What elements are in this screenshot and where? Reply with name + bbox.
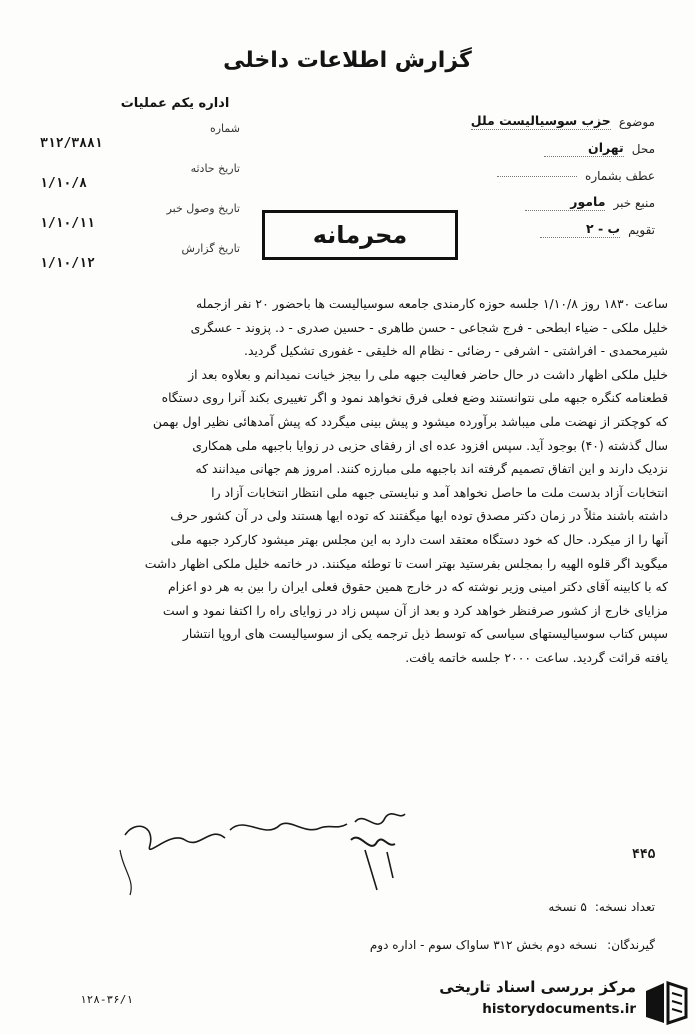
recipients-label: گیرندگان: [607, 938, 655, 952]
body-line: خلیل ملکی - ضیاء ابطحی - فرج شجاعی - حسن طاهری - حسین صدری - د. پزوند - عسگری [190, 319, 668, 335]
document-code: ۱۲۸-۳۶/۱ [80, 993, 133, 1006]
reference-number: ۴۴۵ [632, 847, 656, 862]
watermark-url: historydocuments.ir [482, 1001, 636, 1017]
archive-logo-icon [640, 977, 692, 1029]
meta-reference [385, 162, 655, 189]
meta-location-value: تهران [544, 140, 624, 157]
body-line: مزایای خارج از کشور صرفنظر خواهد کرد و بعد از آن سپس زاد در زوایای راه را اکتفا نمود و است [162, 602, 668, 618]
body-line: نزدیک دارند و این اتفاق تصمیم گرفته اند باجبهه ملی مبارزه کنند. امروز هم جهانی میدانند که [195, 461, 668, 477]
left-meta-block [40, 118, 240, 278]
meta-received-date-value: ۱/۱۰/۱۱ [40, 216, 95, 231]
body-line: میگوید اگر قلوه الهیه را بمجلس بفرستید بهتر است تا توطئه میکنند. در خاتمه خلیل ملکی اظهار داشت [144, 555, 668, 571]
body-line: انتخابات آزاد بدست ملت ما حاصل نخواهد آمد و نبایستی جبهه ملی انتظار انتخابات آزاد را [211, 484, 668, 500]
meta-number-label: شماره [209, 122, 240, 135]
recipients-row [135, 938, 655, 952]
meta-incident-date-value: ۱/۱۰/۸ [40, 176, 87, 191]
archive-watermark [404, 974, 694, 1030]
report-body [28, 292, 668, 670]
meta-report-date [40, 238, 240, 278]
body-line: قطعنامه کنگره جبهه ملی نتوانستند وضع فعلی فرق نخواهد نمود و اگر تغییری بکند آنرا روی دستگاه [161, 390, 668, 406]
report-title: گزارش اطلاعات داخلی [223, 48, 472, 73]
meta-location [385, 135, 655, 162]
meta-received-date-label: تاریخ وصول خبر [166, 202, 240, 215]
meta-number-value: ۳۱۲/۳۸۸۱ [40, 136, 103, 151]
meta-location-label: محل [631, 141, 655, 156]
body-line: شیرمحمدی - افراشتی - اشرفی - رضائی - نظام اله خلیقی - غفوری تشکیل گردید. [244, 343, 668, 359]
classification-stamp: محرمانه [262, 210, 458, 260]
body-line: که با کابینه آقای دکتر امینی وزیر نوشته که در خارج همین حقوق فعلی ایران را بین به هر دو اعزام [167, 579, 668, 595]
copies-label: تعداد نسخه: [594, 900, 655, 914]
meta-received-date [40, 198, 240, 238]
meta-rating-label: تقویم [628, 222, 655, 237]
meta-reference-label: عطف بشماره [585, 168, 655, 183]
body-line: ساعت ۱۸۳۰ روز ۱/۱۰/۸ جلسه حوزه کارمندی جامعه سوسیالیست ها باحضور ۲۰ نفر ازجمله [195, 296, 668, 311]
meta-rating-value: ب - ۲ [540, 221, 620, 238]
meta-reference-value [497, 175, 577, 177]
copies-value: ۵ نسخه [548, 900, 587, 914]
meta-subject-label: موضوع [618, 114, 655, 129]
meta-number [40, 118, 240, 158]
body-line: خلیل ملکی اظهار داشت در حال حاضر فعالیت جبهه ملی را بیجز خیانت نمیدانم و بعلاوه بعد از [188, 366, 668, 382]
meta-subject-value: حزب سوسیالیست ملل [470, 113, 611, 128]
body-line: آنها را از میکرد. حال که خود دستگاه معتقد است دارد به این مجلس بهتر میشود کارکرد جبهه ملی [170, 531, 668, 547]
body-line: که کوچکتر از نهضت ملی میباشد برآورده میشود و پیش بینی میگردد که پیش آمدهائی نظیر اول بهمن [152, 413, 668, 429]
handwritten-signature [115, 800, 415, 900]
meta-incident-date [40, 158, 240, 198]
meta-incident-date-label: تاریخ حادثه [190, 162, 240, 175]
meta-subject [385, 108, 655, 135]
meta-report-date-value: ۱/۱۰/۱۲ [40, 256, 95, 271]
body-line: داشته باشند مثلاً در زمان دکتر مصدق توده ایها میگفتند که توده ایها هستند ولی در آن کشور حرف [170, 508, 668, 524]
watermark-title: مرکز بررسی اسناد تاریخی [439, 978, 636, 996]
meta-source-label: منبع خبر [613, 195, 655, 210]
recipients-value: نسخه دوم بخش ۳۱۲ ساواک سوم - اداره دوم [369, 938, 598, 952]
copies-row [395, 900, 655, 914]
meta-source-value: مامور [525, 194, 605, 211]
body-line: سال گذشته (۴۰) بوجود آید. سپس افزود عده ای از رفقای حزبی در زوایا باجبهه ملی همکاری [192, 437, 668, 453]
body-line: یافته قرائت گردید. ساعت ۲۰۰۰ جلسه خاتمه یافت. [405, 649, 668, 665]
meta-report-date-label: تاریخ گزارش [181, 242, 240, 255]
body-line: سپس کتاب سوسیالیستهای سیاسی که توسط ذیل ترجمه یکی از سوسیالیست های اروپا انتشار [182, 626, 668, 642]
office-name: اداره یکم عملیات [120, 96, 230, 111]
